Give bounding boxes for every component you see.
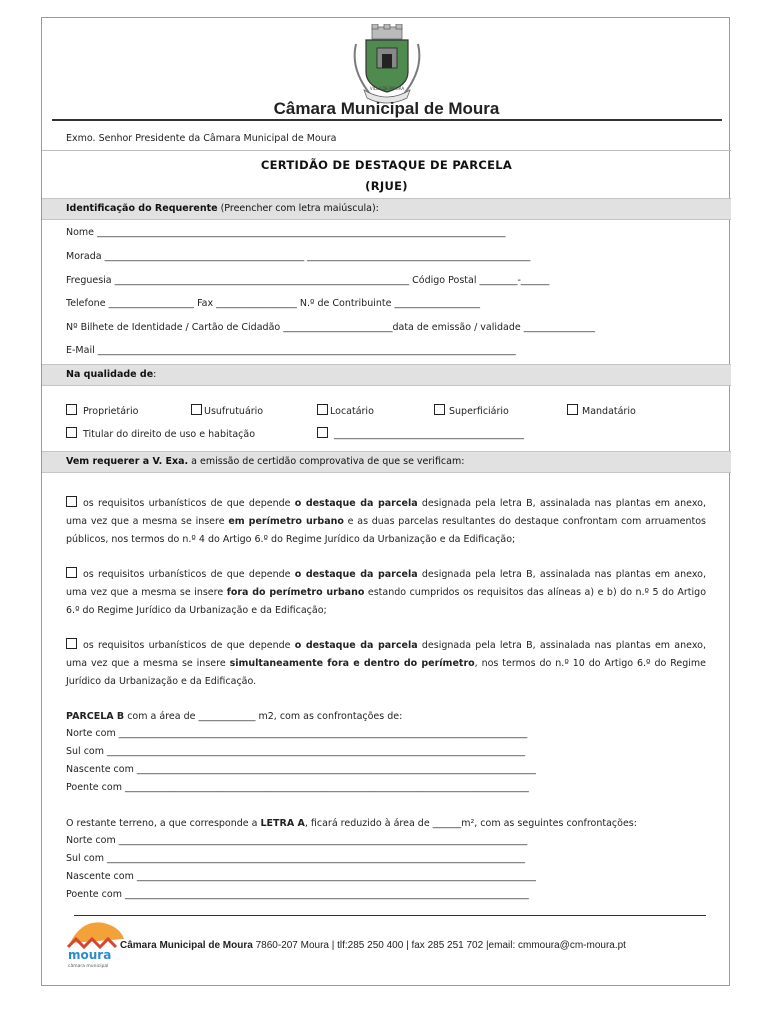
logo-subtitle: câmara municipal [68,964,109,969]
municipal-crest-icon [344,24,430,106]
section-heading-bold: Vem requerer a V. Exa. [66,456,189,467]
remaining-north-field[interactable]: Norte com ______________________________________________________________________________________ [66,835,528,846]
section-heading-note: (Preencher com letra maiúscula): [217,203,379,214]
checkbox-label: Proprietário [83,406,139,417]
checkbox-icon[interactable] [66,496,77,507]
checkbox-label: Locatário [330,406,374,417]
checkbox-label: Superficiário [449,406,509,417]
phone-fax-taxid-field[interactable]: Telefone __________________ Fax _________________ N.º de Contribuinte __________________ [66,298,480,309]
checkbox-label: Mandatário [582,406,636,417]
document-subtitle: (RJUE) [365,179,408,193]
checkbox-icon[interactable] [66,427,77,438]
requirement-paragraph-outside-urban: os requisitos urbanísticos de que depende o destaque da parcela designada pela letra B, assinalada nas plantas em anexo, uma vez que a mesma se insere fora do perímetro urbano estando cumpridos os requisitos das alíneas a) e b) do n.º 5 do Artigo 6.º do Regime Jurídico da Urbanização e da Edificação; [66,569,707,616]
requirement-paragraph-urban: os requisitos urbanísticos de que depende o destaque da parcela designada pela letra B, assinalada nas plantas em anexo, uma vez que a mesma se insere em perímetro urbano e as duas parcelas resultantes do destaque confrontam com arruamentos públicos, nos termos do n.º 4 do Artigo 6.º do Regime Jurídico da Urbanização e da Edificação; [66,498,707,545]
requirement-paragraph-mixed: os requisitos urbanísticos de que depende o destaque da parcela designada pela letra B, assinalada nas plantas em anexo, uma vez que a mesma se insere simultaneamente fora e dentro do perímetro, nos termos do n.º 10 do Artigo 6.º do Regime Jurídico da Urbanização e da Edificação. [66,640,706,687]
section-header-identification [42,198,731,220]
id-card-field[interactable]: Nº Bilhete de Identidade / Cartão de Cidadão _______________________data de emissão / validade _______________ [66,322,596,333]
remaining-land-area-line[interactable]: O restante terreno, a que corresponde a LETRA A, ficará reduzido à área de ______m², com as seguintes confrontações: [66,818,637,829]
footer-contacts: Câmara Municipal de Moura 7860-207 Moura | tlf:285 250 400 | fax 285 251 702 |email: cmmoura@cm-moura.pt [120,940,626,951]
checkbox-icon[interactable] [567,404,578,415]
parcel-b-east-field[interactable]: Nascente com ____________________________________________________________________________________ [66,764,536,775]
document-title: CERTIDÃO DE DESTAQUE DE PARCELA [260,158,513,172]
checkbox-icon[interactable] [66,404,77,415]
checkbox-other[interactable] [317,427,524,440]
section-header-capacity [42,364,731,386]
logo-wordmark: moura [68,948,112,962]
checkbox-icon[interactable] [66,638,77,649]
remaining-east-field[interactable]: Nascente com ____________________________________________________________________________________ [66,871,536,882]
footer-divider [74,915,706,916]
checkbox-label: Usufrutuário [204,406,264,417]
section-heading-colon: : [153,369,157,380]
checkbox-icon[interactable] [317,427,328,438]
name-field[interactable]: Nome ______________________________________________________________________________________ [66,227,506,238]
email-field[interactable]: E-Mail ________________________________________________________________________________________ [66,345,516,356]
parcel-b-north-field[interactable]: Norte com ______________________________________________________________________________________ [66,728,528,739]
crest-banner-text: VILLA DE MOURA [369,86,405,91]
other-field[interactable]: ________________________________________ [334,429,524,440]
parcel-b-west-field[interactable]: Poente com _____________________________________________________________________________________ [66,782,529,793]
document-page [41,17,730,986]
parcel-b-south-field[interactable]: Sul com ________________________________________________________________________________________ [66,746,526,757]
parcel-b-area-line[interactable]: PARCELA B com a área de ____________ m2, com as confrontações de: [66,711,403,722]
checkbox-owner[interactable] [66,404,138,417]
organization-title: Câmara Municipal de Moura [273,99,500,118]
divider [42,150,731,151]
checkbox-mandatary[interactable] [567,404,636,417]
remaining-south-field[interactable]: Sul com ________________________________________________________________________________________ [66,853,526,864]
header-divider [52,119,722,121]
section-heading-bold: Identificação do Requerente [66,203,218,214]
checkbox-use-habitation[interactable] [66,427,255,440]
address-field[interactable]: Morada __________________________________________ _______________________________________________ [66,251,531,262]
remaining-west-field[interactable]: Poente com _____________________________________________________________________________________ [66,889,529,900]
checkbox-tenant[interactable] [317,404,374,417]
checkbox-superficiary[interactable] [434,404,509,417]
moura-logo-icon [64,917,126,973]
section-heading-rest: a emissão de certidão comprovativa de que se verificam: [188,456,465,467]
section-header-request [42,451,731,473]
checkbox-icon[interactable] [434,404,445,415]
checkbox-label: Titular do direito de uso e habitação [83,429,256,440]
checkbox-icon[interactable] [191,404,202,415]
checkbox-usufructuary[interactable] [191,404,263,417]
addressee-line: Exmo. Senhor Presidente da Câmara Municipal de Moura [66,133,337,144]
section-heading-bold: Na qualidade de [66,369,154,380]
parish-postal-field[interactable]: Freguesia ______________________________________________________________ Código Postal ________-______ [66,275,550,286]
checkbox-icon[interactable] [66,567,77,578]
checkbox-icon[interactable] [317,404,328,415]
